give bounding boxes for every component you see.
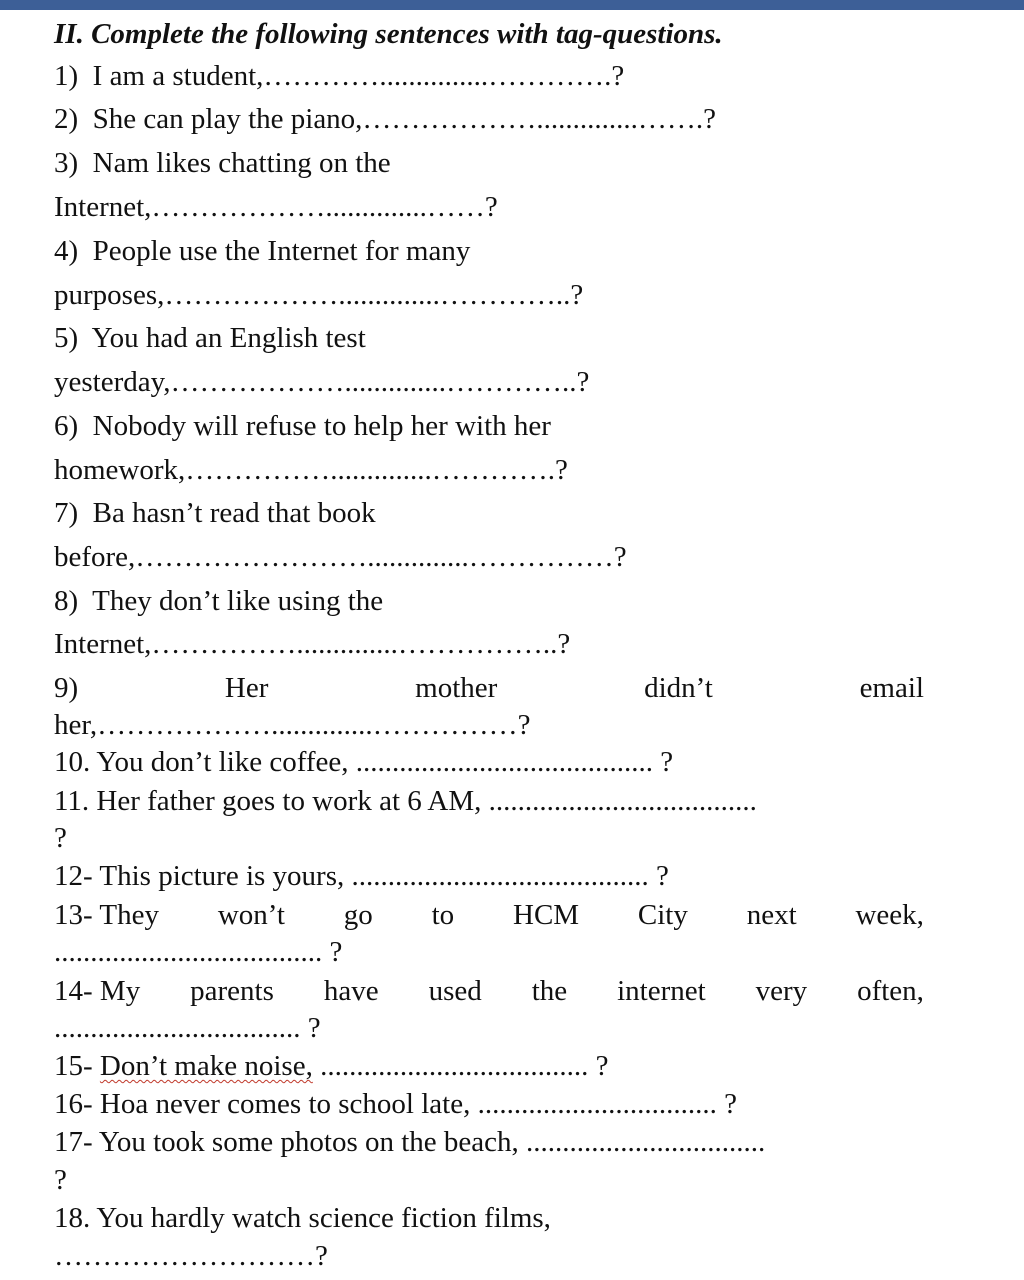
q15-blank: ..................................... ? xyxy=(312,1050,609,1082)
question-18-line-2: ………………………? xyxy=(54,1240,328,1272)
q9-word: email xyxy=(859,672,924,704)
question-18-line-1: 18. You hardly watch science fiction films, xyxy=(54,1202,551,1234)
question-11-line-1: 11. Her father goes to work at 6 AM, ..................................... xyxy=(54,785,757,817)
q9-word: Her xyxy=(224,672,269,704)
question-13-line-1 xyxy=(54,897,924,933)
q9-word: didn’t xyxy=(644,672,713,704)
question-10: 10. You don’t like coffee, ......................................... ? xyxy=(54,746,674,778)
q13-word: 13- They xyxy=(54,899,159,931)
q14-word: the xyxy=(531,975,568,1007)
q13-word: City xyxy=(637,899,688,931)
question-11-line-2: ? xyxy=(54,822,67,854)
question-13-line-2: ..................................... ? xyxy=(54,936,343,968)
q9-word: 9) xyxy=(54,672,79,704)
q13-word: week, xyxy=(855,899,924,931)
q13-word: next xyxy=(746,899,797,931)
question-17-line-2: ? xyxy=(54,1164,67,1196)
q13-word: won’t xyxy=(217,899,285,931)
question-5-line-1: 5) You had an English test xyxy=(54,322,366,354)
question-4-line-2: purposes,………………..............…………..? xyxy=(54,279,584,311)
question-5-line-2: yesterday,………………..............…………..? xyxy=(54,366,590,398)
question-9-line-2: her,………………..............……………? xyxy=(54,709,531,741)
question-14-line-1 xyxy=(54,973,924,1009)
q13-word: go xyxy=(343,899,373,931)
question-8-line-1: 8) They don’t like using the xyxy=(54,585,384,617)
question-17-line-1: 17- You took some photos on the beach, ................................. xyxy=(54,1126,766,1158)
q14-word: often, xyxy=(857,975,924,1007)
question-4-line-1: 4) People use the Internet for many xyxy=(54,235,471,267)
question-3-line-1: 3) Nam likes chatting on the xyxy=(54,147,391,179)
q15-prefix: 15- xyxy=(54,1050,100,1082)
q13-word: to xyxy=(431,899,455,931)
q9-word: mother xyxy=(415,672,498,704)
question-3-line-2: Internet,………………..............……? xyxy=(54,191,498,223)
q14-word: have xyxy=(323,975,379,1007)
question-7-line-2: before,……………………..............……………? xyxy=(54,541,627,573)
question-1: 1) I am a student,…………...............………….? xyxy=(54,60,625,92)
q14-word: used xyxy=(428,975,482,1007)
q13-word: HCM xyxy=(513,899,580,931)
question-6-line-1: 6) Nobody will refuse to help her with her xyxy=(54,410,551,442)
question-12: 12- This picture is yours, ......................................... ? xyxy=(54,860,669,892)
q15-spellcheck-text: Don’t make noise, xyxy=(99,1050,313,1082)
q14-word: 14- My xyxy=(54,975,141,1007)
question-15 xyxy=(54,1048,608,1084)
q14-word: parents xyxy=(190,975,274,1007)
q14-word: internet xyxy=(617,975,706,1007)
question-16: 16- Hoa never comes to school late, ................................. ? xyxy=(54,1088,737,1120)
question-6-line-2: homework,……………..............………….? xyxy=(54,454,568,486)
question-14-line-2: .................................. ? xyxy=(54,1012,321,1044)
question-8-line-2: Internet,……………..............……………..? xyxy=(54,628,571,660)
question-2: 2) She can play the piano,………………..............…….? xyxy=(54,103,717,135)
question-7-line-1: 7) Ba hasn’t read that book xyxy=(54,497,376,529)
section-title: II. Complete the following sentences with tag-questions. xyxy=(54,18,723,50)
q14-word: very xyxy=(755,975,808,1007)
question-9-line-1 xyxy=(54,670,924,706)
